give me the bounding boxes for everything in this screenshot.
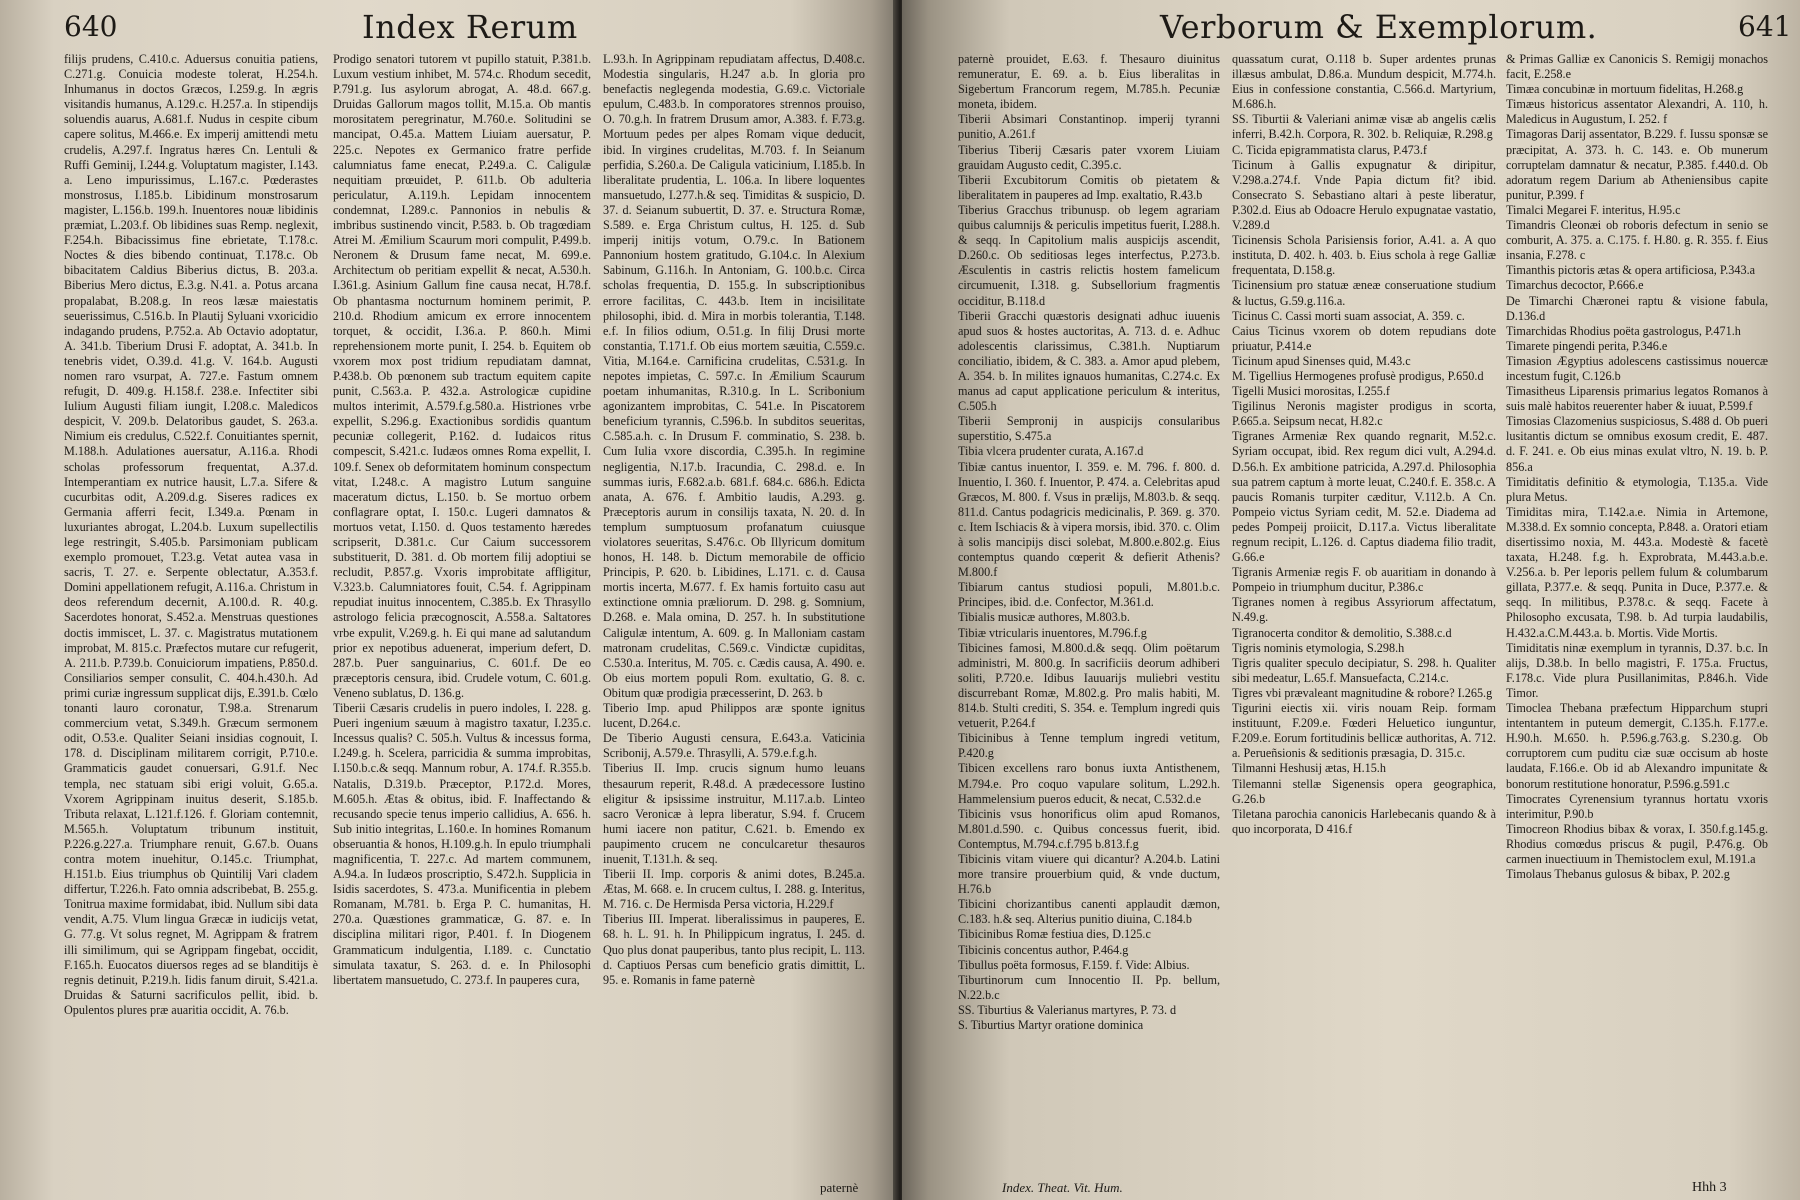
index-entry: Timarchus decoctor, P.666.e	[1506, 278, 1644, 293]
index-entry: Timæus historicus assentator Alexandri, A. 110, h. Maledicus in Augustum, I. 252. f	[1506, 97, 1768, 127]
right-folio: 641	[1738, 10, 1792, 43]
index-entry: Tiberius II. Imp. crucis signum humo leuans thesaurum reperit, R.48.d. A prædecessore Iustino eligitur & ipsissime instruitur, M.117.a.b. Linteo sacro Veronicæ à lepra liberatur, S.94. f. Crucem humi iacere non patitur, C.621. b. Emendo ex paupimento crucem ne conculcaretur thesauros inuenit, T.131.h. & seq.	[603, 761, 865, 866]
index-entry: Prodigo senatori tutorem vt pupillo statuit, P.381.b. Luxum vestium inhibet, M. 574.c. Rhodum secedit, P.791.g. Ius asylorum abrogat, A. 48.d. 667.g. Druidas Gallorum magos tollit, M.15.a. Ob mantis morositatem peregrinatur, M.760.e. Solitudini se mancipat, O.45.a. Mattem Liuiam auersatur, P. 225.c. Nepotes ex Germanico fratre perfide calumniatus fame enecat, P.249.a. C. Caligulæ nequitiam prœuidet, P. 611.b. Ob adulteria periculatur, A.119.h. Lepidam innocentem condemnat, I.289.c. Pannonios in nebulis & imbribus sustinendo vincit, P.583. b. Ob tragœdiam Atrei M. Æmilium Scaurum mori compulit, P.499.b. Neronem & Drusum fame necat, M. 699.e. Architectum ob peritiam expellit & necat, A.530.h. I.361.g. Asinium Gallum fine causa necat, H.78.f. Ob phantasma nocturnum hominem perimit, P. 210.d. Rhodium amicum ex errore innocentem torquet, & occidit, I.36.a. P. 860.h. Mimi reprehensionem morte punit, I. 254. b. Equitem ob vxorem mox post tridium repudiatam damnat, P.438.b. Ob pœnonem sub tractum equitem capite punit, C.563.a. P. 432.a. Astrologicæ cupidine multos interimit, A.579.f.g.580.a. Histriones vrbe expellit, S.296.g. Exactionibus sordidis quantum pecuniæ collegerit, P.162. d. Iudaicos ritus compescit, S.421.c. Iudæos omnes Roma expellit, I. 109.f. Senex ob deformitatem hominum conspectum vitat, I.248.c. A magistro Lutum sanguine maceratum dictus, L.150. b. Se mortuo orbem conflagrare optat, I. 150.c. Lugeri damnatos & mortuos vetat, I.150. d. Quos testamento hæredes scripserit, D.381.c. Cur Caium successorem substituerit, D. 381. d. Ob mortem filij adoptiui se recludit, P.857.g. Vxoris improbitate affligitur, V.323.b. Calumniatores fouit, C.54. f. Agrippinam repudiat inuitus innocentem, C.385.b. Ex Thrasyllo astrologo felicia præcognoscit, A.558.a. Saltatores vrbe expulit, V.269.g. h. Ei qui mane ad salutandum prior ex nepotibus aduenerat, imperium defert, D. 287.b. Puer sanguinarius, C. 601.f. De eo præceptoris censura, ibid. Crudele votum, C. 601.g. Veneno sublatus, D. 136.g.	[333, 52, 591, 700]
page-footer-note: Index. Theat. Vit. Hum.	[1002, 1180, 1123, 1195]
index-entry: Tiburtinorum cum Innocentio II. Pp. bellum, N.22.b.c	[958, 972, 1220, 1002]
index-entry: Tigranis Armeniæ regis F. ob auaritiam in donando à Pompeio in triumphum ducitur, P.386.c	[1232, 565, 1496, 595]
index-entry: Tiberii Excubitorum Comitis ob pietatem & liberalitatem in pauperes ad Imp. exaltatio, R.43.b	[958, 172, 1220, 202]
index-entry: Tibia vlcera prudenter curata, A.167.d	[958, 444, 1144, 459]
index-entry: Tibicinis concentus author, P.464.g	[958, 942, 1129, 957]
index-entry: Tilmanni Heshusij ætas, H.15.h	[1232, 761, 1386, 776]
index-entry: Tiberii II. Imp. corporis & animi dotes, B.245.a. Ætas, M. 668. e. In crucem cultus, I. 288. g. Interitus, M. 716. c. De Hermisda Persa victoria, H.229.f	[603, 867, 865, 912]
index-entry: Tibialis musicæ authores, M.803.b.	[958, 610, 1130, 625]
index-entry: paternè prouidet, E.63. f. Thesauro diuinitus remuneratur, E. 69. a. b. Eius liberalitas in Sigebertum Francorum regem, M.785.h. Pecuniæ moneta, ibidem.	[958, 52, 1220, 112]
index-entry: Tibullus poëta formosus, F.159. f. Vide: Albius.	[958, 957, 1190, 972]
index-entry: Timalci Megarei F. interitus, H.95.c	[1506, 202, 1681, 217]
index-entry: Timoclea Thebana præfectum Hipparchum stupri intentantem in puteum demergit, C.135.h. F.177.e. H.90.h. M.650. h. P.596.g.763.g. S.230.g. Ob corruptorem cum puditu ciæ suæ occisum ab hoste laudata, F.166.e. Ob id ab Alexandro impunitate & bonorum restitutione honoratur, P.596.g.591.c	[1506, 701, 1768, 791]
right-column-1	[958, 52, 1220, 1177]
index-entry: Timarete pingendi perita, P.346.e	[1506, 338, 1668, 353]
index-entry: Tibicinis vitam viuere qui dicantur? A.204.b. Latini more transire prouerbium quid, & vnde ductum, H.76.b	[958, 851, 1220, 897]
index-entry: Timasitheus Liparensis primarius legatos Romanos à suis malè habitos reuerenter haber & iuuat, P.599.f	[1506, 384, 1768, 414]
index-entry: Tiletana parochia canonicis Harlebecanis quando & à quo incorporata, D 416.f	[1232, 806, 1496, 836]
index-entry: Timiditatis definitio & etymologia, T.135.a. Vide plura Metus.	[1506, 474, 1768, 504]
index-entry: Tibicinis vsus honorificus olim apud Romanos, M.801.d.590. c. Quibus concessus fuerit, ibid. Contemptus, M.794.c.f.795 b.813.f.g	[958, 806, 1220, 851]
index-entry: Timandris Cleonæi ob roboris defectum in senio se comburit, A. 375. a. C.175. f. H.80. g. R. 355. f. Eius insania, F.278. c	[1506, 218, 1768, 263]
index-entry: Ticinensium pro statuæ æneæ conseruatione studium & luctus, G.59.g.116.a.	[1232, 278, 1496, 308]
right-column-2	[1232, 52, 1496, 1177]
catchword: paternè	[820, 1180, 859, 1195]
index-entry: Timolaus Thebanus gulosus & bibax, P. 202.g	[1506, 867, 1730, 882]
left-running-head: Index Rerum	[362, 8, 578, 46]
index-entry: Ticinum à Gallis expugnatur & diripitur, V.298.a.274.f. Vnde Papia dictum fit? ibid. Consecrato S. Sebastiano altari à peste liberatur, P.302.d. Eius ab Odoacre Herulo expugnatae vastatio, V.289.d	[1232, 157, 1496, 233]
right-page	[902, 0, 1800, 1200]
index-entry: Timanthis pictoris ætas & opera artificiosa, P.343.a	[1506, 263, 1756, 278]
index-entry: Timarchidas Rhodius poëta gastrologus, P.471.h	[1506, 323, 1741, 338]
index-entry: Timosias Clazomenius suspiciosus, S.488 d. Ob pueri lusitantis dictum se omnibus exosum credit, E. 487. d. F. 241. e. Ob eius minas exulat vltro, N. 19. b. P. 856.a	[1506, 414, 1768, 474]
index-entry: Timiditatis ninæ exemplum in tyrannis, D.37. b.c. In alijs, D.38.b. In bello magistri, F. 175.a. Fructus, F.178.c. Vide plura Pusillanimitas, P.846.h. Vide Timor.	[1506, 640, 1768, 700]
index-entry: Tigelli Musici morositas, I.255.f	[1232, 384, 1390, 399]
index-entry: Tiberii Gracchi quæstoris designati adhuc iuuenis apud suos & hostes auctoritas, A. 713. d. e. Adhuc adolescentis clarissimus, C.381.h. Nuptiarum conciliatio, ibidem, & C. 383. a. Amor apud plebem, A. 354. b. In milites ignauos humanitas, C.274.c. Ex manus ad caput applicatione periculum & interitus, C.505.h	[958, 308, 1220, 414]
signature-mark: Hhh 3	[1692, 1180, 1727, 1195]
index-entry: Tigilinus Neronis magister prodigus in scorta, P.665.a. Seipsum necat, H.82.c	[1232, 399, 1496, 429]
index-entry: Timasion Ægyptius adolescens castissimus nouercæ incestum fugit, C.126.b	[1506, 353, 1768, 383]
index-entry: Tigranocerta conditor & demolitio, S.388.c.d	[1232, 625, 1452, 640]
left-column-1	[64, 52, 318, 1177]
index-entry: M. Tigellius Hermogenes profusè prodigus, P.650.d	[1232, 368, 1484, 383]
index-entry: De Tiberio Augusti censura, E.643.a. Vaticinia Scribonij, A.579.e. Thrasylli, A. 579.e.f.g.h.	[603, 731, 865, 761]
index-entry: Timocrates Cyrenensium tyrannus hortatu vxoris interimitur, P.90.b	[1506, 791, 1768, 821]
left-page	[0, 0, 898, 1200]
index-entry: Timiditas mira, T.142.a.e. Nimia in Artemone, M.338.d. Ex somnio concepta, P.848. a. Oratori etiam disertissimo noxia, M. 443.a. Modestè & facetè taxata, H.248. f.g. h. Exprobrata, M.443.a.b.e. V.256.a. b. Per leporis pellem fulum & columbarum gillata, P.377.e. & seqq. Punita in Duce, P.377.e. & seqq. In militibus, P.378.c. & seqq. Facete à Philosopho excusata, T.98. b. Ad turpia laudabilis, H.432.a.C.M.443.a. b. Mortis. Vide Mortis.	[1506, 504, 1768, 640]
index-entry: Tiberius III. Imperat. liberalissimus in pauperes, E. 68. h. L. 91. h. In Philippicum ingratus, I. 245. d. Quo plus donat pauperibus, tanto plus recipit, L. 113. d. Captiuos Persas cum beneficio gratis dimittit, L. 95. e. Romanis in fame paternè	[603, 912, 865, 987]
index-entry: Tibicinibus à Tenne templum ingredi vetitum, P.420.g	[958, 731, 1220, 761]
index-entry: Tibiarum cantus studiosi populi, M.801.b.c. Principes, ibid. d.e. Confector, M.361.d.	[958, 580, 1220, 610]
index-entry: Tigris nominis etymologia, S.298.h	[1232, 640, 1405, 655]
index-entry: quassatum curat, O.118 b. Super ardentes prunas illæsus ambulat, D.86.a. Mundum despicit, M.774.h. Eius in confessione constantia, C.566.d. Martyrium, M.686.h.	[1232, 52, 1496, 112]
index-entry: SS. Tiburtii & Valeriani animæ visæ ab angelis cælis inferri, B.42.h. Corpora, R. 302. b. Reliquiæ, R.298.g	[1232, 112, 1496, 142]
index-entry: Ticinensis Schola Parisiensis forior, A.41. a. A quo instituta, D. 402. h. 403. b. Eius schola à rege Galliæ frequentata, D.158.g.	[1232, 233, 1496, 278]
right-column-3	[1506, 52, 1768, 1177]
right-running-head: Verborum & Exemplorum.	[1160, 8, 1598, 46]
index-entry: Tibicines famosi, M.800.d.& seqq. Olim poëtarum administri, M. 800.g. In sacrificiis deorum adhiberi soliti, P.720.e. Idibus Iauuarijs muliebri vestitu discurrebant Romæ, M.802.g. Pro malis habiti, M. 814.b. Stulti crediti, S. 354. e. Templum ingredi quis vetuerit, P.264.f	[958, 640, 1220, 731]
index-entry: Tigris qualiter speculo decipiatur, S. 298. h. Qualiter sibi medeatur, L.65.f. Mansuefacta, C.214.c.	[1232, 655, 1496, 685]
index-entry: Caius Ticinus vxorem ob dotem repudians dote priuatur, P.414.e	[1232, 323, 1496, 353]
index-entry: Timæa concubinæ in mortuum fidelitas, H.268.g	[1506, 82, 1744, 97]
index-entry: Tiberius Gracchus tribunusp. ob legem agrariam quibus calumnijs & periculis impetitus fuerit, I.288.h. & seqq. In Capitolium malis auspicijs ascendit, D.260.c. Ob seditiosas leges interfectus, P.273.b. Æsculentis in castris relictis hostem famelicum circumuenit, I.318. g. Subsellorium fragmentis occiditur, B.118.d	[958, 202, 1220, 308]
index-entry: Tigranes Armeniæ Rex quando regnarit, M.52.c. Syriam occupat, ibid. Rex regum dici vult, A.294.d. D.56.h. Ex ambitione patricida, A.297.d. Philosophia sua patrem captum à morte leuat, C.240.f. E. 358.c. A paucis Romanis turpiter cæditur, V.112.b. A Cn. Pompeio victus Syriam cedit, M. 52.e. Diadema ad pedes Pompeij proiicit, D.117.a. Victus liberalitate regnum recipit, L.126. d. Captus diadema filio tradit, G.66.e	[1232, 429, 1496, 565]
index-entry: Tibicini chorizantibus canenti applaudit dæmon, C.183. h.& seq. Alterius punitio diuina, C.184.b	[958, 897, 1220, 927]
index-entry: filijs prudens, C.410.c. Aduersus conuitia patiens, C.271.g. Conuicia modeste tolerat, H.254.h. Inhumanus in doctos Græcos, I.259.g. In ægris visitandis humanus, A.129.c. H.257.a. In stipendijs soluendis auarus, A.681.f. Nudus in cespite cibum capere solitus, M.466.e. Ex imperij amittendi metu crudelis, A.297.f. Ingratus hæres Cn. Lentuli & Ruffi Geminij, I.244.g. Voluptatum magister, I.143. a. Leno impurissimus, L.167.c. Pœderastes monstrosus, I.185.b. Libidinum monstrosarum magister, L.156.b. 199.h. Inuentores nouæ libidinis præmiat, L.203.f. Ob libidines suas Remp. neglexit, F.254.h. Bibacissimus fine ebrietate, T.178.c. Noctes & dies bibendo continuat, T.178.c. Ob bibacitatem Caldius Biberius dictus, B. 203.a. Biberius Mero dictus, E.3.g. N.41. a. Potus arcana propalabat, B.208.g. In reos læsæ maiestatis seuerissimus, C.516.b. In Plautij Syluani vxoricidio indagando prudens, P.752.a. Ab Octavio adoptatur, A. 341.b. Tiberium Drusi F. adoptat, A. 341.b. In tenebris videt, O.39.d. 41.g. V. 164.b. Augusti nomen raro vsurpat, A. 727.e. Fastum omnem refugit, D. 409.g. H.158.f. 238.e. Infectiter sibi Iulium Augusti filiam iungit, I.208.c. Maledicos despicit, V. 209.b. Delatoribus gaudet, S. 263.a. Nimium eis credulus, C.522.f. Conuitiantes spernit, M.188.h. Adulationes auersatur, A.116.a. Rhodi scholas professorum frequentat, A.37.d. Intemperantiam ex nutrice hausit, L.7.a. Sifere & cucurbitas odit, A.209.d.g. Siseres radices ex Germania afferri fecit, I.349.a. Pœnam in luxuriantes abrogat, L.204.b. Luxum supellectilis lege restringit, S.405.b. Parsimoniam publicam exemplo promouet, T.23.g. Vetat autea vasa in sacris, T. 27. e. Serpente oblectatur, A.353.f. Domini appellationem refugit, A.116.a. Christum in deos referendum decernit, A.100.d. R. 40.g. Sacerdotes honorat, S.452.a. Menstruas questiones doctis immiscet, L. 37. c. Magistratus mutationem improbat, M. 815.c. Præfectos mutare cur refugerit, A. 211.b. P.739.b. Conuiciorum impatiens, P.850.d. Consiliarios semper consulit, C. 404.h.430.h. Ad primi curiæ ingressum supplicat dijs, E.391.b. Cœlo tonanti lauro coronatur, T.98.a. Strenarum commercium vetat, S.349.h. Græcum sermonem odit, O.53.e. Qualiter Seiani insidias cognouit, I. 178. d. Disciplinam militarem corrigit, P.710.e. Grammaticis gaudet conuersari, G.91.f. Nec templa, nec statuam sibi erigi voluit, G.65.a. Vxorem Agrippinam inuitus deserit, S.185.b. Tributa relaxat, L.121.f.126. f. Gloriam contemnit, M.565.h. Voluptatum tribunum instituit, P.226.g.227.a. Triumphare renuit, G.67.b. Ouans contra motem inuehitur, O.145.c. Triumphat, H.151.b. Eius triumphus ob Quintilij Vari cladem differtur, T.226.h. Fato omnia adscribebat, B. 255.g. Tonitrua maxime formidabat, ibid. Nullum sibi data vendit, A.75. Vlum lingua Græcæ in iudicijs vetat, G. 77.g. Vt solus regnet, M. Agrippam & fratrem illi similimum, qui se Agrippam fingebat, occidit, F.165.h. Euocatos diuersos reges ad se blanditijs è regnis detinuit, P.219.h. Iidis fanum diruit, S.421.a. Druidas & Saturni sacrificulos pellit, ibid. b. Opulentos plures præ auaritia occidit, A. 76.b.	[64, 52, 318, 1017]
index-entry: Tigranes nomen à regibus Assyriorum affectatum, N.49.g.	[1232, 595, 1496, 625]
index-entry: De Timarchi Chæronei raptu & visione fabula, D.136.d	[1506, 293, 1768, 323]
index-entry: Ticinus C. Cassi morti suam associat, A. 359. c.	[1232, 308, 1465, 323]
index-entry: S. Tiburtius Martyr oratione dominica	[958, 1018, 1144, 1032]
index-entry: Tibicinibus Romæ festiua dies, D.125.c	[958, 927, 1151, 942]
left-folio: 640	[64, 10, 118, 43]
index-entry: & Primas Galliæ ex Canonicis S. Remigij monachos facit, E.258.e	[1506, 52, 1768, 82]
index-entry: Tilemanni stellæ Sigenensis opera geographica, G.26.b	[1232, 776, 1496, 806]
index-entry: L.93.h. In Agrippinam repudiatam affectus, D.408.c. Modestia singularis, H.247 a.b. In gloria pro benefactis neglegenda modestia, G.69.c. Victoriale epulum, C.483.b. In comporatores strennos prouiso, O. 70.g.h. In fratrem Drusum amor, A.383. f. F.73.g. Mortuum pedes per alpes Romam vique deducit, ibid. In virgines crudelitas, M.703. f. In Seianum perfidia, S.260.a. De Caligula vaticinium, I.185.b. In liberalitate prudentia, L. 106.a. In libere loquentes mansuetudo, I.277.h.& seq. Timiditas & suspicio, D. 37. d. Seianum subuertit, D. 37. e. Structura Romæ, S.589. e. Erga Christum cultus, H. 125. d. Sub imperij initijs votum, O.79.c. In Bationem Pannonium hostem gratitudo, G.104.c. In Alexium Sabinum, G.116.h. In Antoniam, G. 100.b.c. Circa scholas frequentia, D. 155.g. In subscriptionibus errore facilitas, C. 443.b. Item in incisilitate philosophi, ibid. d. Mira in morbis tolerantia, T.148. e.f. In filios odium, O.51.g. In filij Drusi morte constantia, T.171.f. Ob eius mortem sæuitia, C.559.c. Vitia, M.164.e. Carnificina crudelitas, C.531.g. In nepotes impietas, C. 597.c. In Æmilium Scaurum poetam inhumanitas, R.310.g. In L. Scribonium agonizantem improbitas, C. 541.e. In Piscatorem beneficium tyrannis, C.596.b. In subditos seueritas, C.585.a.h. c. In Drusum F. comminatio, S. 238. b. Cum Iulia vxore discordia, C.395.h. In regimine negligentia, N.17.b. Iracundia, C. 298.d. e. In summas iuris, F.682.a.b. 681.f. 684.c. 686.h. Edicta anata, A. 676. f. Ambitio laudis, A.293. g. Præceptoris aurum in consilijs taxata, N. 20. d. In templum sumptuosum profanatum cuiusque violatores seueritas, S.476.c. Ob Illyricum domitum honos, H. 148. b. Dictum memorabile de officio Principis, P. 620. b. Libidines, L.171. c. d. Causa mortis incerta, M.677. f. Ex hamis fortuito casu aut extinctione omnia præliorum. D. 298. g. Somnium, D.268. e. Mala omina, D. 257. h. In substitutione Caligulæ intentum, A. 609. g. In Malloniam castam matronam crudelitas, C.569.c. Vindictæ cupiditas, C.530.a. Interitus, M. 705. c. Cædis causa, A. 490. e. Ob eius mortem populi Rom. exultatio, G. 8. c. Obitum quæ prodigia præcesserint, D. 263. b	[603, 52, 865, 700]
index-entry: Tibiæ vtricularis inuentores, M.796.f.g	[958, 625, 1147, 640]
index-entry: Tiberii Sempronij in auspicijs consularibus superstitio, S.475.a	[958, 414, 1220, 444]
index-entry: Tiberii Absimari Constantinop. imperij tyranni punitio, A.261.f	[958, 112, 1220, 142]
left-column-3	[603, 52, 865, 1177]
index-entry: Ticinum apud Sinenses quid, M.43.c	[1232, 353, 1411, 368]
index-entry: Tiberio Imp. apud Philippos aræ sponte ignitus lucent, D.264.c.	[603, 701, 865, 731]
index-entry: Tigres vbi prævaleant magnitudine & robore? I.265.g	[1232, 685, 1493, 700]
index-entry: Timagoras Darij assentator, B.229. f. Iussu sponsæ se præcipitat, A. 373. h. C. 143. e. Ob munerum corruptelam damnatur & necatur, P.385. f.440.d. Ob adoratum regem Darium ab Atheniensibus capite punitur, P.399. f	[1506, 127, 1768, 202]
index-entry: C. Ticida epigrammatista clarus, P.473.f	[1232, 142, 1427, 157]
index-entry: SS. Tiburtius & Valerianus martyres, P. 73. d	[958, 1002, 1177, 1017]
index-entry: Tibicen excellens raro bonus iuxta Antisthenem, M.794.e. Pro coquo vapulare solitum, L.292.h. Hammelensium pueros educit, & necat, C.532.d.e	[958, 761, 1220, 806]
index-entry: Tiberius Tiberij Cæsaris pater vxorem Liuiam grauidam Augusto cedit, C.395.c.	[958, 142, 1220, 172]
index-entry: Tibiæ cantus inuentor, I. 359. e. M. 796. f. 800. d. Inuentio, I. 360. f. Inuentor, P. 474. a. Celebritas apud Græcos, M. 800. f. Vsus in prælijs, M.803.b. & seqq. 811.d. Cantus podagricis medicinalis, P. 369. g. 370. c. Item Ischiacis & à vipera morsis, ibid. 370. c. Olim à solis mancipijs disci solebat, M.800.e.802.g. Eius contemptus quando cœperit & defierit Athenis? M.800.f	[958, 459, 1220, 580]
index-entry: Tiberii Cæsaris crudelis in puero indoles, I. 228. g. Pueri ingenium sæuum à magistro taxatur, I.235.c. Incessus qualis? C. 505.h. Vultus & incessus forma, I.249.g. h. Scelera, parricidia & summa improbitas, I.150.b.c.& seqq. Mannum robur, A. 174.f. R.355.b. Natalis, D.319.b. Præceptor, P.172.d. Mores, M.605.h. Ætas & obitus, ibid. F. Inaffectando & recusando specie tenus imperio callidius, A. 656. h. Sub initio integritas, L.160.e. In homines Romanum obseruantia & honos, H.109.g.h. In epulo triumphali magnificentia, T. 227.c. Ad martem communem, A.94.a. In Iudæos proscriptio, S.472.h. Supplicia in Isidis sacerdotes, S. 473.a. Munificentia in plebem Romanam, M.781. b. Erga P. C. humanitas, H. 270.a. Quæstiones grammaticæ, G. 87. e. In disciplina militari rigor, P.401. f. In Diogenem Grammaticum indulgentia, I.189. c. Cunctatio simulata taxatur, S. 263. d. e. In Philosophi libertatem mansuetudo, C. 273.f. In pauperes cura,	[333, 701, 591, 987]
index-entry: Tigurini eiectis xii. viris nouam Reip. formam instituunt, F.209.e. Fœderi Heluetico iunguntur, F.209.e. Eorum fortitudinis bellicæ authoritas, A. 712. a. Perueñsionis & seditionis præsagia, D. 315.c.	[1232, 701, 1496, 761]
index-entry: Timocreon Rhodius bibax & vorax, I. 350.f.g.145.g. Rhodius comœdus priscus & pugil, P.476.g. Ob carmen inuectiuum in Themistoclem exul, M.191.a	[1506, 821, 1768, 866]
left-column-2	[333, 52, 591, 1177]
